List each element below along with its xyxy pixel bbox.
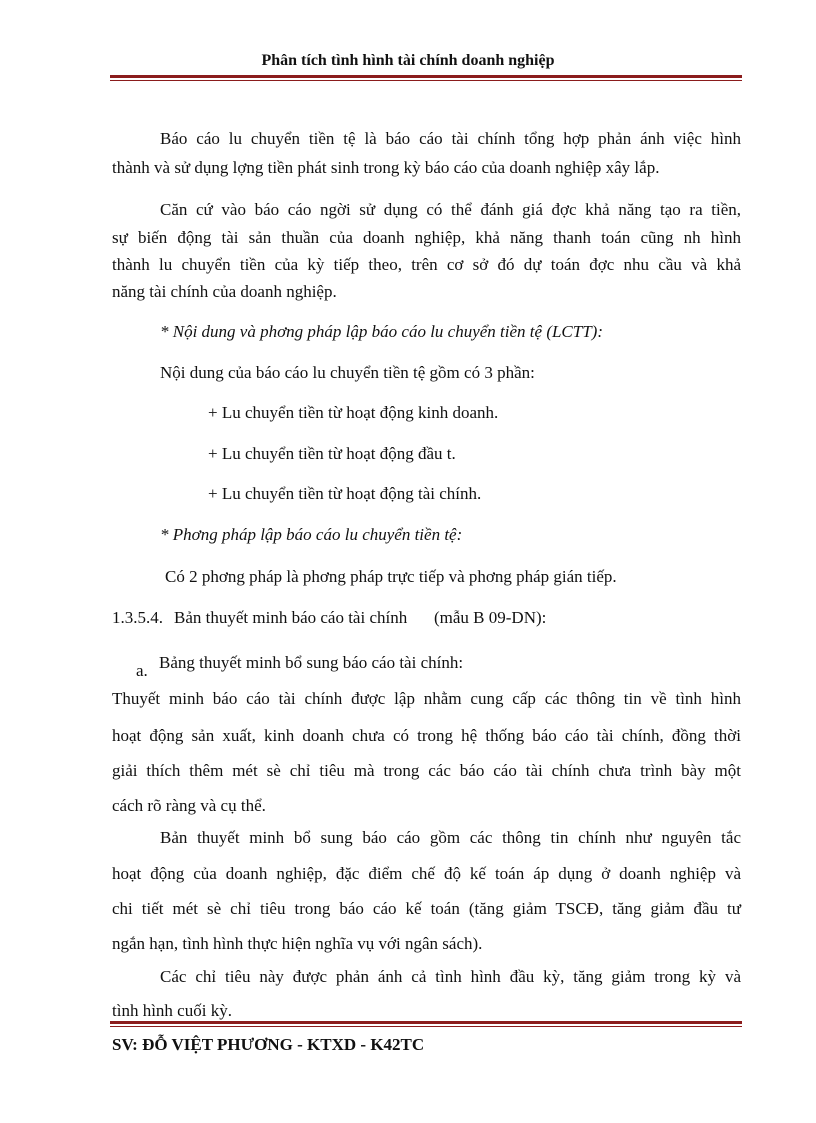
list-item: + Lu chuyển tiền từ hoạt động đầu t. — [208, 444, 456, 463]
paragraph-line: năng tài chính của doanh nghiệp. — [112, 282, 337, 301]
subsection-title: Bảng thuyết minh bổ sung báo cáo tài chính: — [159, 653, 464, 672]
paragraph-line: Nội dung của báo cáo lu chuyển tiền tệ gồm có 3 phần: — [160, 363, 535, 382]
paragraph-line: Có 2 phơng pháp là phơng pháp trực tiếp và phơng pháp gián tiếp. — [165, 567, 617, 586]
paragraph-line: giải thích thêm mét sè chỉ tiêu mà trong các báo cáo tài chính chưa trình bày một — [112, 761, 741, 780]
subsection-label: a. — [136, 661, 148, 680]
section-heading-method: * Phơng pháp lập báo cáo lu chuyển tiền tệ: — [160, 525, 463, 544]
section-title-form: (mẫu B 09-DN): — [434, 608, 547, 627]
paragraph-line: Báo cáo lu chuyển tiền tệ là báo cáo tài chính tổng hợp phản ánh việc hình — [160, 129, 741, 148]
paragraph-line: Bản thuyết minh bổ sung báo cáo gồm các thông tin chính như nguyên tắc — [160, 828, 741, 847]
paragraph-line: thành và sử dụng lợng tiền phát sinh trong kỳ báo cáo của doanh nghiệp xây lắp. — [112, 158, 660, 177]
section-number: 1.3.5.4. — [112, 608, 163, 627]
paragraph-line: cách rõ ràng và cụ thể. — [112, 796, 266, 815]
footer-student-info: SV: ĐỖ VIỆT PHƯƠNG - KTXD - K42TC — [112, 1035, 425, 1054]
paragraph-line: hoạt động của doanh nghiệp, đặc điểm chế độ kế toán áp dụng ở doanh nghiệp và — [112, 864, 741, 883]
paragraph-line: ngắn hạn, tình hình thực hiện nghĩa vụ với ngân sách). — [112, 934, 483, 953]
list-item: + Lu chuyển tiền từ hoạt động kinh doanh. — [208, 403, 499, 422]
section-title: Bản thuyết minh báo cáo tài chính — [174, 608, 408, 627]
paragraph-line: thành lu chuyển tiền của kỳ tiếp theo, trên cơ sở đó dự toán đợc nhu cầu và khả — [112, 255, 741, 274]
paragraph-line: sự biến động tài sản thuần của doanh nghiệp, khả năng thanh toán cũng nh hình — [112, 228, 741, 247]
paragraph-line: hoạt động sản xuất, kinh doanh chưa có trong hệ thống báo cáo tài chính, đồng thời — [112, 726, 741, 745]
section-heading-lctt: * Nội dung và phơng pháp lập báo cáo lu chuyển tiền tệ (LCTT): — [160, 322, 604, 341]
paragraph-line: Các chỉ tiêu này được phản ánh cả tình hình đầu kỳ, tăng giảm trong kỳ và — [160, 967, 741, 986]
paragraph-line: chi tiết mét sè chỉ tiêu trong báo cáo kế toán (tăng giảm TSCĐ, tăng giảm đầu tư — [112, 899, 741, 918]
paragraph-line: Thuyết minh báo cáo tài chính được lập nhằm cung cấp các thông tin về tình hình — [112, 689, 741, 708]
page-header-title: Phân tích tình hình tài chính doanh nghiệp — [261, 52, 555, 69]
footer-divider — [110, 1021, 742, 1027]
header-divider — [110, 75, 742, 81]
paragraph-line: Căn cứ vào báo cáo ngời sử dụng có thể đánh giá đợc khả năng tạo ra tiền, — [160, 200, 741, 219]
list-item: + Lu chuyển tiền từ hoạt động tài chính. — [208, 484, 482, 503]
paragraph-line: tình hình cuối kỳ. — [112, 1001, 232, 1020]
